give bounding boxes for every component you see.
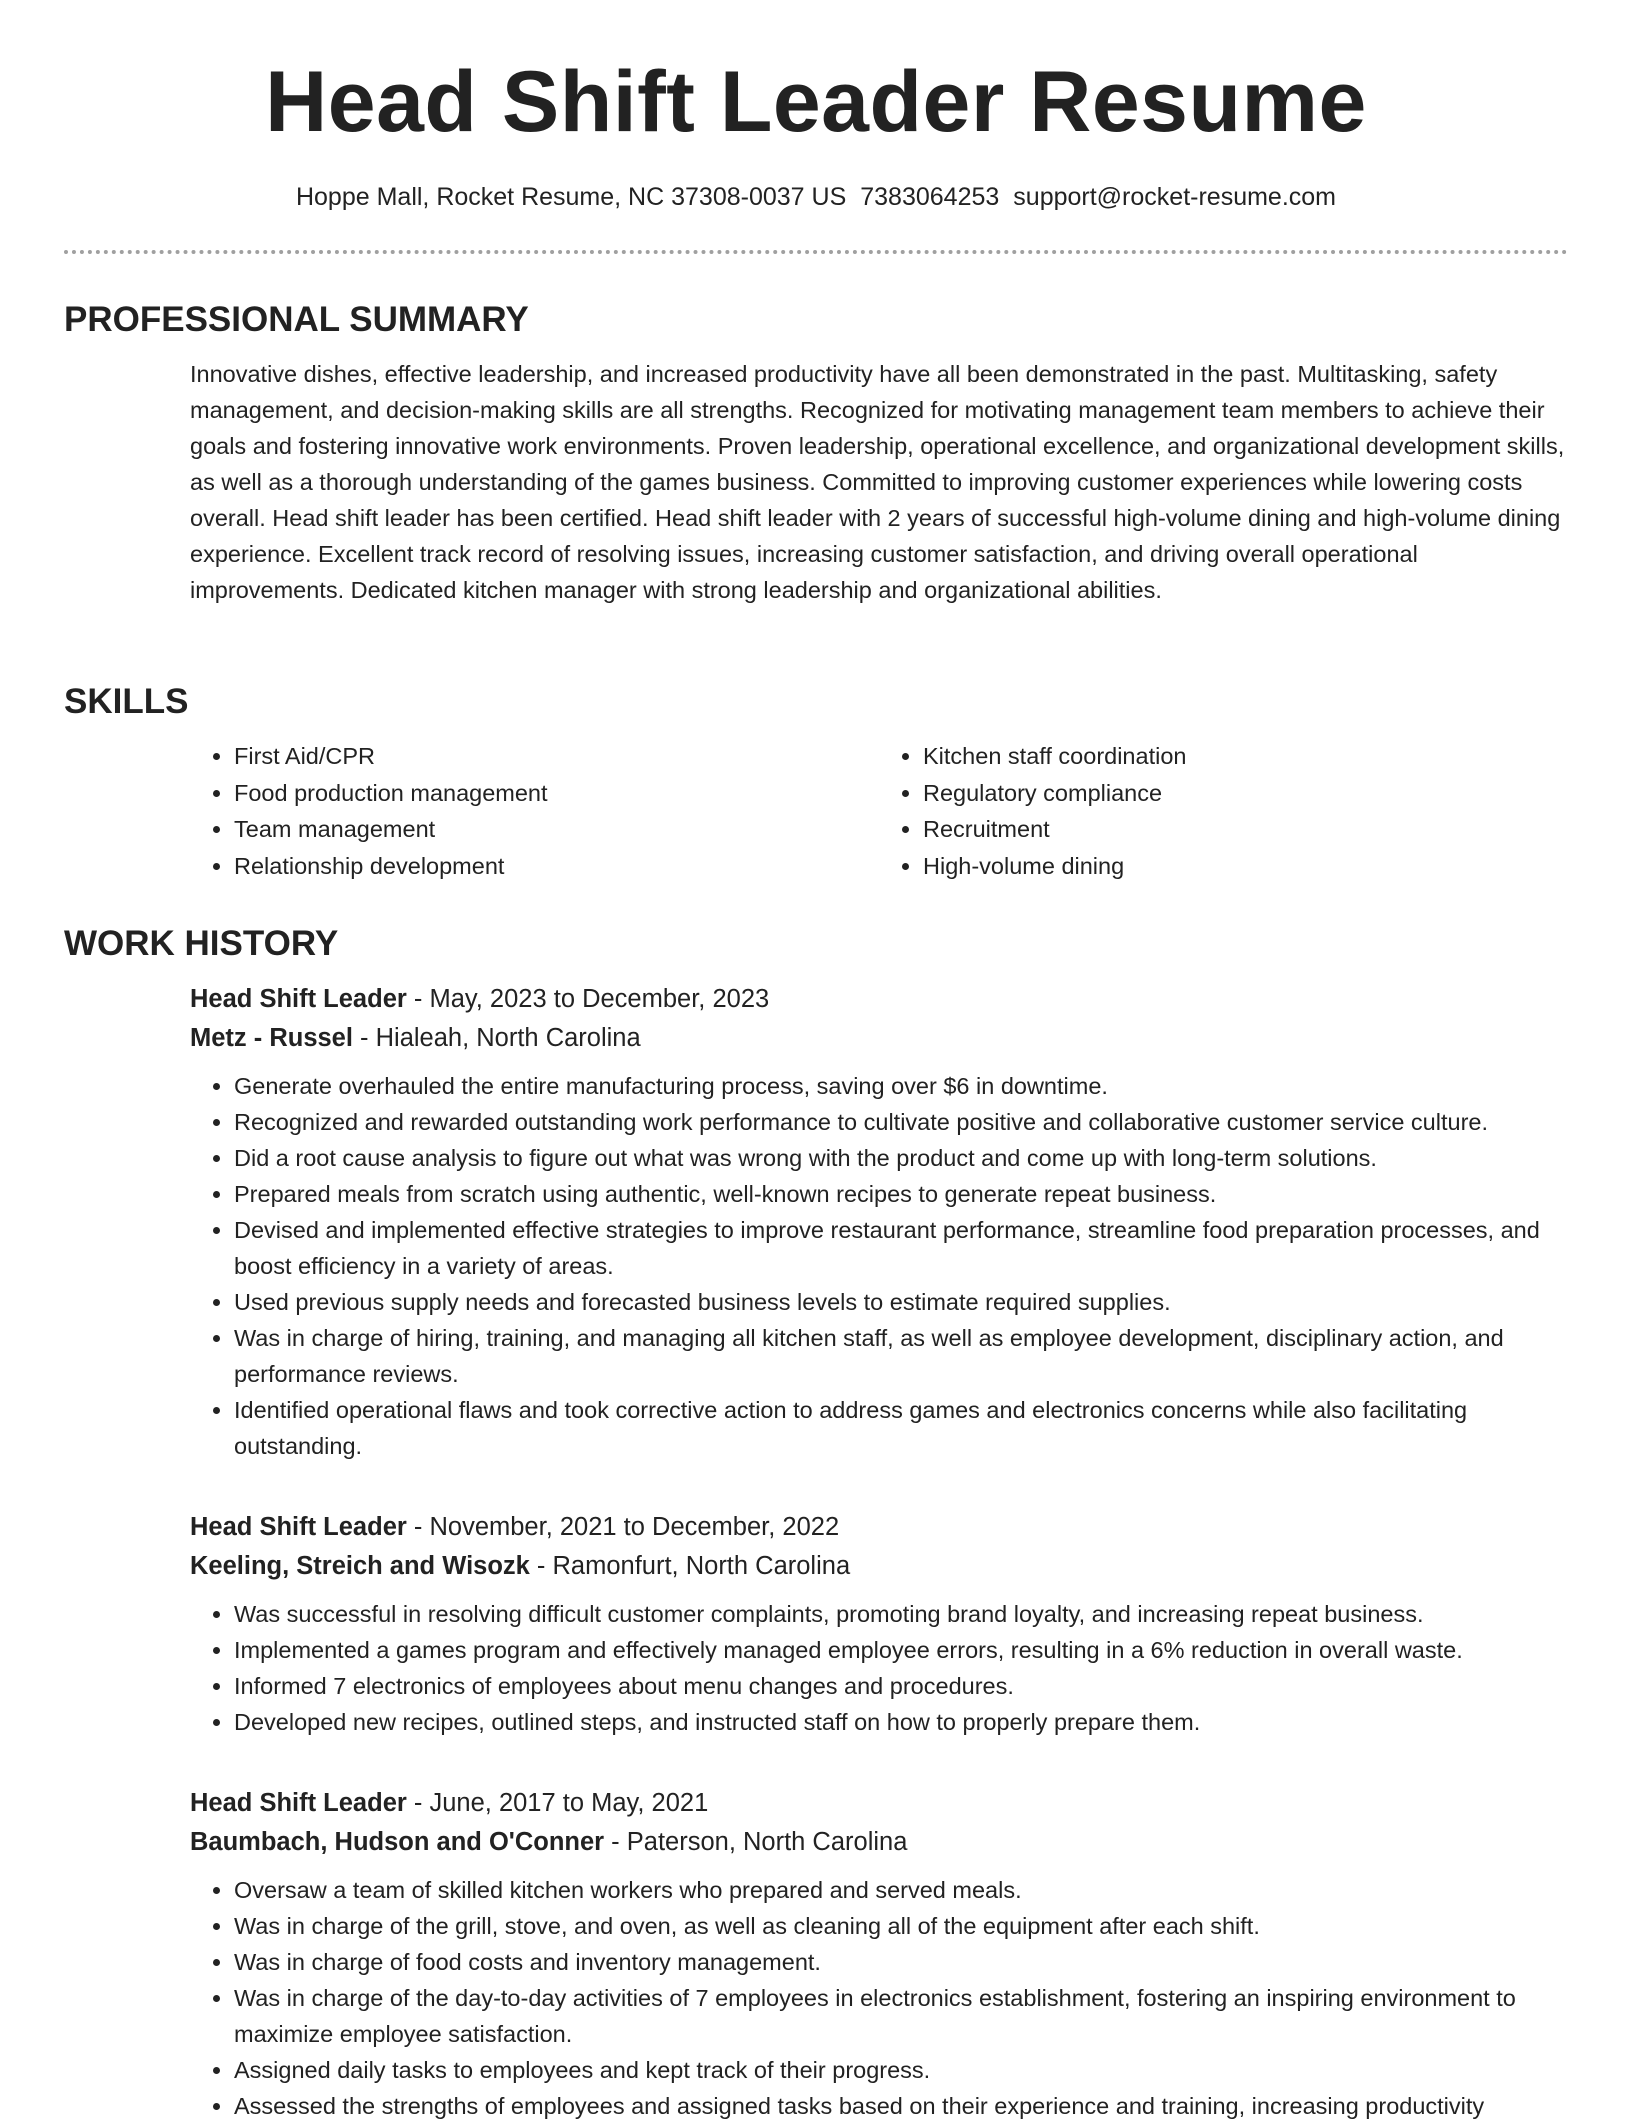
job-location: - Ramonfurt, North Carolina [529, 1552, 851, 1580]
skill-item: • Relationship development [234, 848, 879, 885]
skills-list [190, 738, 1568, 884]
job-company: Keeling, Streich and Wisozk [190, 1552, 530, 1580]
skill-item: • High-volume dining [923, 848, 1568, 885]
job-bullets [190, 1068, 1568, 1464]
resume-title: Head Shift Leader Resume [265, 54, 1367, 150]
job-title-line [190, 1784, 1568, 1823]
job-bullet: • Was in charge of food costs and inventory management. [234, 1944, 1568, 1980]
skill-item: • Kitchen staff coordination [923, 738, 1568, 775]
job-company: Metz - Russel [190, 1024, 353, 1052]
skill-item: • Team management [234, 811, 879, 848]
job-bullet: • Was in charge of the grill, stove, and oven, as well as cleaning all of the equipment after each shift. [234, 1908, 1568, 1944]
skill-item: • Food production management [234, 775, 879, 812]
job-bullet: • Developed new recipes, outlined steps, and instructed staff on how to properly prepare them. [234, 1704, 1568, 1740]
job-bullet: • Generate overhauled the entire manufacturing process, saving over $6 in downtime. [234, 1068, 1568, 1104]
summary-section [64, 298, 1568, 608]
skills-column-left [190, 738, 879, 884]
job-bullet: • Used previous supply needs and forecasted business levels to estimate required supplies. [234, 1284, 1568, 1320]
job-bullets [190, 1872, 1568, 2124]
header-divider [64, 250, 1568, 254]
job-location: - Paterson, North Carolina [604, 1828, 908, 1856]
job-bullet: • Implemented a games program and effectively managed employee errors, resulting in a 6% reduction in overall waste. [234, 1632, 1568, 1668]
work-history-section [64, 922, 1568, 2124]
skills-heading: SKILLS [64, 682, 189, 721]
job-company-line [190, 1019, 1568, 1058]
skill-item: • Regulatory compliance [923, 775, 1568, 812]
job-bullet: • Identified operational flaws and took corrective action to address games and electronics concerns while also facilitating outstanding. [234, 1392, 1568, 1464]
job-entry [190, 1784, 1568, 2124]
job-bullet: • Recognized and rewarded outstanding work performance to cultivate positive and collaborative customer service culture. [234, 1104, 1568, 1140]
contact-info [64, 180, 1568, 214]
job-company-line [190, 1823, 1568, 1862]
contact-email: support@rocket-resume.com [1013, 183, 1337, 211]
job-bullet: • Was in charge of hiring, training, and managing all kitchen staff, as well as employee development, disciplinary action, and performance reviews. [234, 1320, 1568, 1392]
summary-text: Innovative dishes, effective leadership, and increased productivity have all been demonstrated in the past. Multitasking, safety management, and decision-making skills are all strengths. Recognized for motivating management team members to achieve their goals and fostering innovative work environments. Proven leadership, operational excellence, and organizational development skills, as well as a thorough understanding of the games business. Committed to improving customer experiences while lowering costs overall. Head shift leader has been certified. Head shift leader with 2 years of successful high-volume dining and high-volume dining experience. Excellent track record of resolving issues, increasing customer satisfaction, and driving overall operational improvements. Dedicated kitchen manager with strong leadership and organizational abilities. [190, 361, 1565, 603]
skill-item: • First Aid/CPR [234, 738, 879, 775]
job-location: - Hialeah, North Carolina [352, 1024, 641, 1052]
job-bullet: • Was successful in resolving difficult customer complaints, promoting brand loyalty, and increasing repeat business. [234, 1596, 1568, 1632]
job-bullets [190, 1596, 1568, 1740]
job-entry [190, 1508, 1568, 1740]
job-company-line [190, 1547, 1568, 1586]
job-company: Baumbach, Hudson and O'Conner [190, 1828, 605, 1856]
skills-column-right [879, 738, 1568, 884]
job-dates: - November, 2021 to December, 2022 [406, 1513, 840, 1541]
job-title: Head Shift Leader [190, 985, 407, 1013]
job-bullet: • Assessed the strengths of employees and assigned tasks based on their experience and training, increasing productivity [234, 2088, 1568, 2124]
summary-heading: PROFESSIONAL SUMMARY [64, 300, 529, 339]
job-title-line [190, 1508, 1568, 1547]
job-title: Head Shift Leader [190, 1789, 407, 1817]
job-bullet: • Was in charge of the day-to-day activities of 7 employees in electronics establishment, fostering an inspiring environment to maximize employee satisfaction. [234, 1980, 1568, 2052]
job-entry [190, 980, 1568, 1464]
job-dates: - June, 2017 to May, 2021 [406, 1789, 709, 1817]
job-bullet: • Assigned daily tasks to employees and kept track of their progress. [234, 2052, 1568, 2088]
job-bullet: • Prepared meals from scratch using authentic, well-known recipes to generate repeat business. [234, 1176, 1568, 1212]
contact-phone: 7383064253 [860, 183, 1000, 211]
job-bullet: • Informed 7 electronics of employees about menu changes and procedures. [234, 1668, 1568, 1704]
contact-address: Hoppe Mall, Rocket Resume, NC 37308-0037 US [295, 183, 847, 211]
job-title-line [190, 980, 1568, 1019]
work-history-heading: WORK HISTORY [64, 924, 339, 963]
skill-item: • Recruitment [923, 811, 1568, 848]
job-bullet: • Devised and implemented effective strategies to improve restaurant performance, streamline food preparation processes, and boost efficiency in a variety of areas. [234, 1212, 1568, 1284]
job-bullet: • Oversaw a team of skilled kitchen workers who prepared and served meals. [234, 1872, 1568, 1908]
job-bullet: • Did a root cause analysis to figure out what was wrong with the product and come up with long-term solutions. [234, 1140, 1568, 1176]
job-title: Head Shift Leader [190, 1513, 407, 1541]
skills-section [64, 680, 1568, 884]
job-dates: - May, 2023 to December, 2023 [406, 985, 770, 1013]
